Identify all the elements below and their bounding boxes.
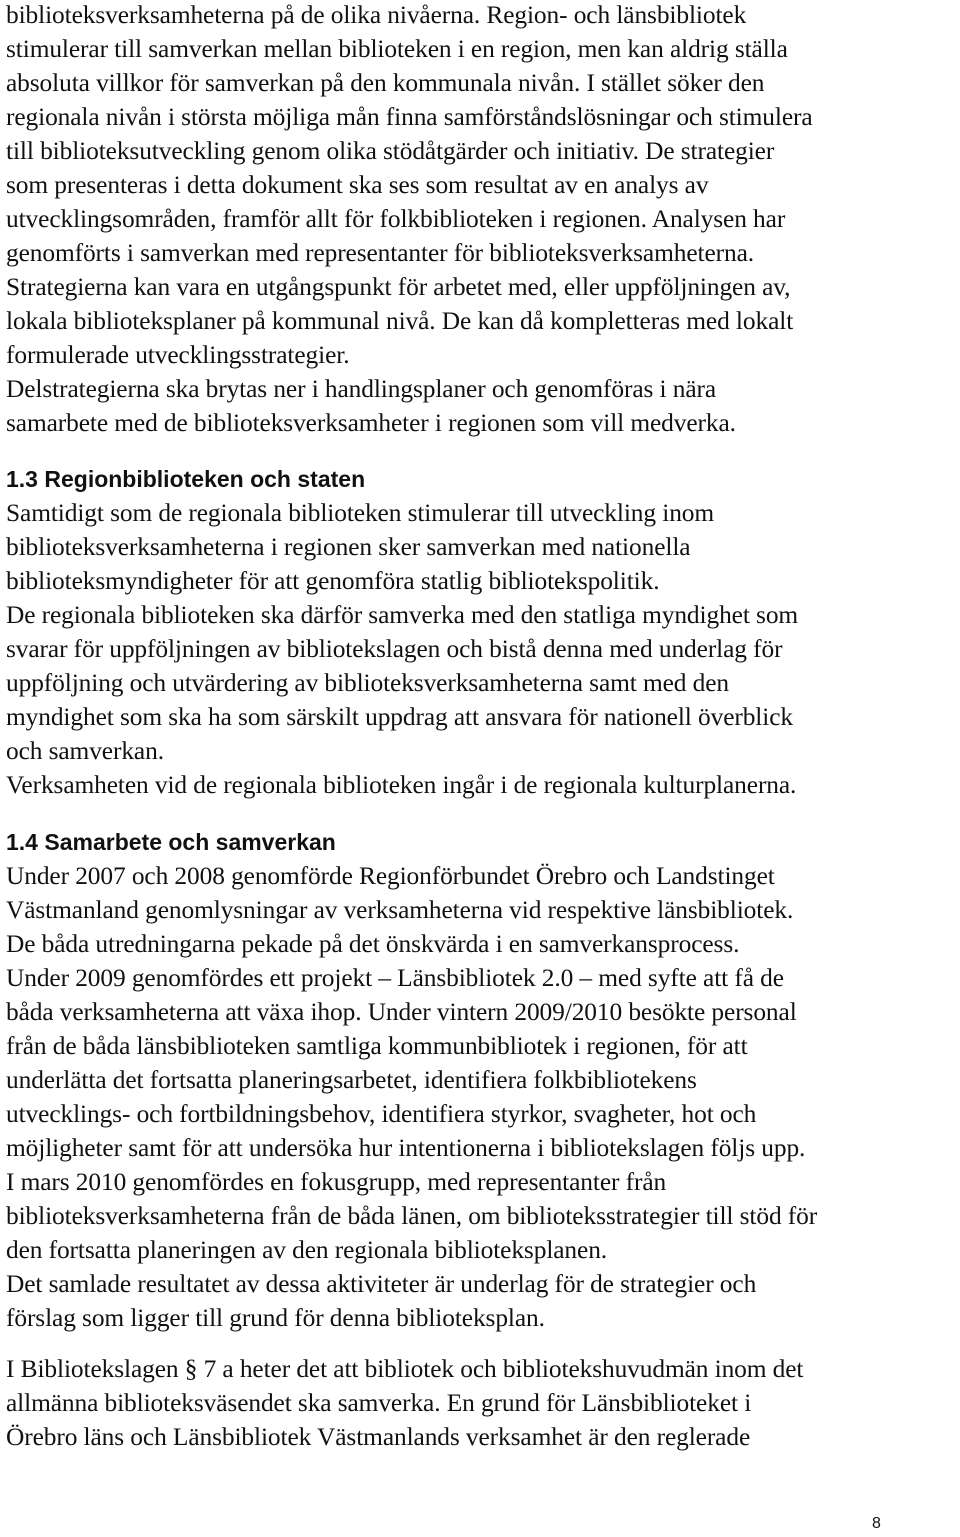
- body-paragraph-4: I Bibliotekslagen § 7 a heter det att bibliotek och bibliotekshuvudmän inom det allmänna biblioteksväsendet ska samverka. En grund för Länsbiblioteket i Örebro läns och Länsbibliotek Västmanlands verksamhet är den reglerade: [6, 1355, 804, 1451]
- page-number: 8: [872, 1515, 881, 1532]
- spacer: [6, 802, 950, 825]
- section-heading-1-3: 1.3 Regionbiblioteken och staten: [6, 466, 366, 492]
- body-paragraph-1: biblioteksverksamheterna på de olika nivåerna. Region- och länsbibliotek stimulerar till samverkan mellan biblioteken i en region, men kan aldrig ställa absoluta villkor för samverkan på den kommunala nivån. I stället söker den regionala nivån i största möjliga mån finna samförståndslösningar och stimulera till biblioteksutveckling genom olika stödåtgärder och initiativ. De strategier som presenteras i detta dokument ska ses som resultat av en analys av utvecklingsområden, framför allt för folkbiblioteken i regionen. Analysen har genomförts i samverkan med representanter för biblioteksverksamheterna. Strategierna kan vara en utgångspunkt för arbetet med, eller uppföljningen av, lokala biblioteksplaner på kommunal nivå. De kan då kompletteras med lokalt formulerade utvecklingsstrategier. Delstrategierna ska brytas ner i handlingsplaner och genomföras i nära samarbete med de biblioteksverksamheter i regionen som vill medverka.: [6, 1, 813, 437]
- body-paragraph-2: Samtidigt som de regionala biblioteken stimulerar till utveckling inom biblioteksverksamheterna i regionen sker samverkan med nationella biblioteksmyndigheter för att genomföra statlig bibliotekspolitik. De regionala biblioteken ska därför samverka med den statliga myndighet som svarar för uppföljningen av bibliotekslagen och bistå denna med underlag för uppföljning och utvärdering av biblioteksverksamheterna samt med den myndighet som ska ha som särskilt uppdrag att ansvara för nationell överblick och samverkan. Verksamheten vid de regionala biblioteken ingår i de regionala kulturplanerna.: [6, 499, 799, 799]
- body-paragraph-3: Under 2007 och 2008 genomförde Regionförbundet Örebro och Landstinget Västmanland genomlysningar av verksamheterna vid respektive länsbibliotek. De båda utredningarna pekade på det önskvärda i en samverkansprocess. Under 2009 genomfördes ett projekt – Länsbibliotek 2.0 – med syfte att få de båda verksamheterna att växa ihop. Under vintern 2009/2010 besökte personal från de båda länsbiblioteken samtliga kommunbibliotek i regionen, för att underlätta det fortsatta planeringsarbetet, identifiera folkbibliotekens utvecklings- och fortbildningsbehov, identifiera styrkor, svagheter, hot och möjligheter samt för att undersöka hur intentionerna i bibliotekslagen följs upp. I mars 2010 genomfördes en fokusgrupp, med representanter från biblioteksverksamheterna från de båda länen, om biblioteksstrategier till stöd för den fortsatta planeringen av den regionala biblioteksplanen. Det samlade resultatet av dessa aktiviteter är underlag för de strategier och förslag som ligger till grund för denna biblioteksplan.: [6, 862, 818, 1332]
- spacer: [6, 440, 950, 462]
- document-page: [6, 0, 950, 1454]
- section-heading-1-4: 1.4 Samarbete och samverkan: [6, 829, 336, 855]
- spacer: [6, 1335, 950, 1352]
